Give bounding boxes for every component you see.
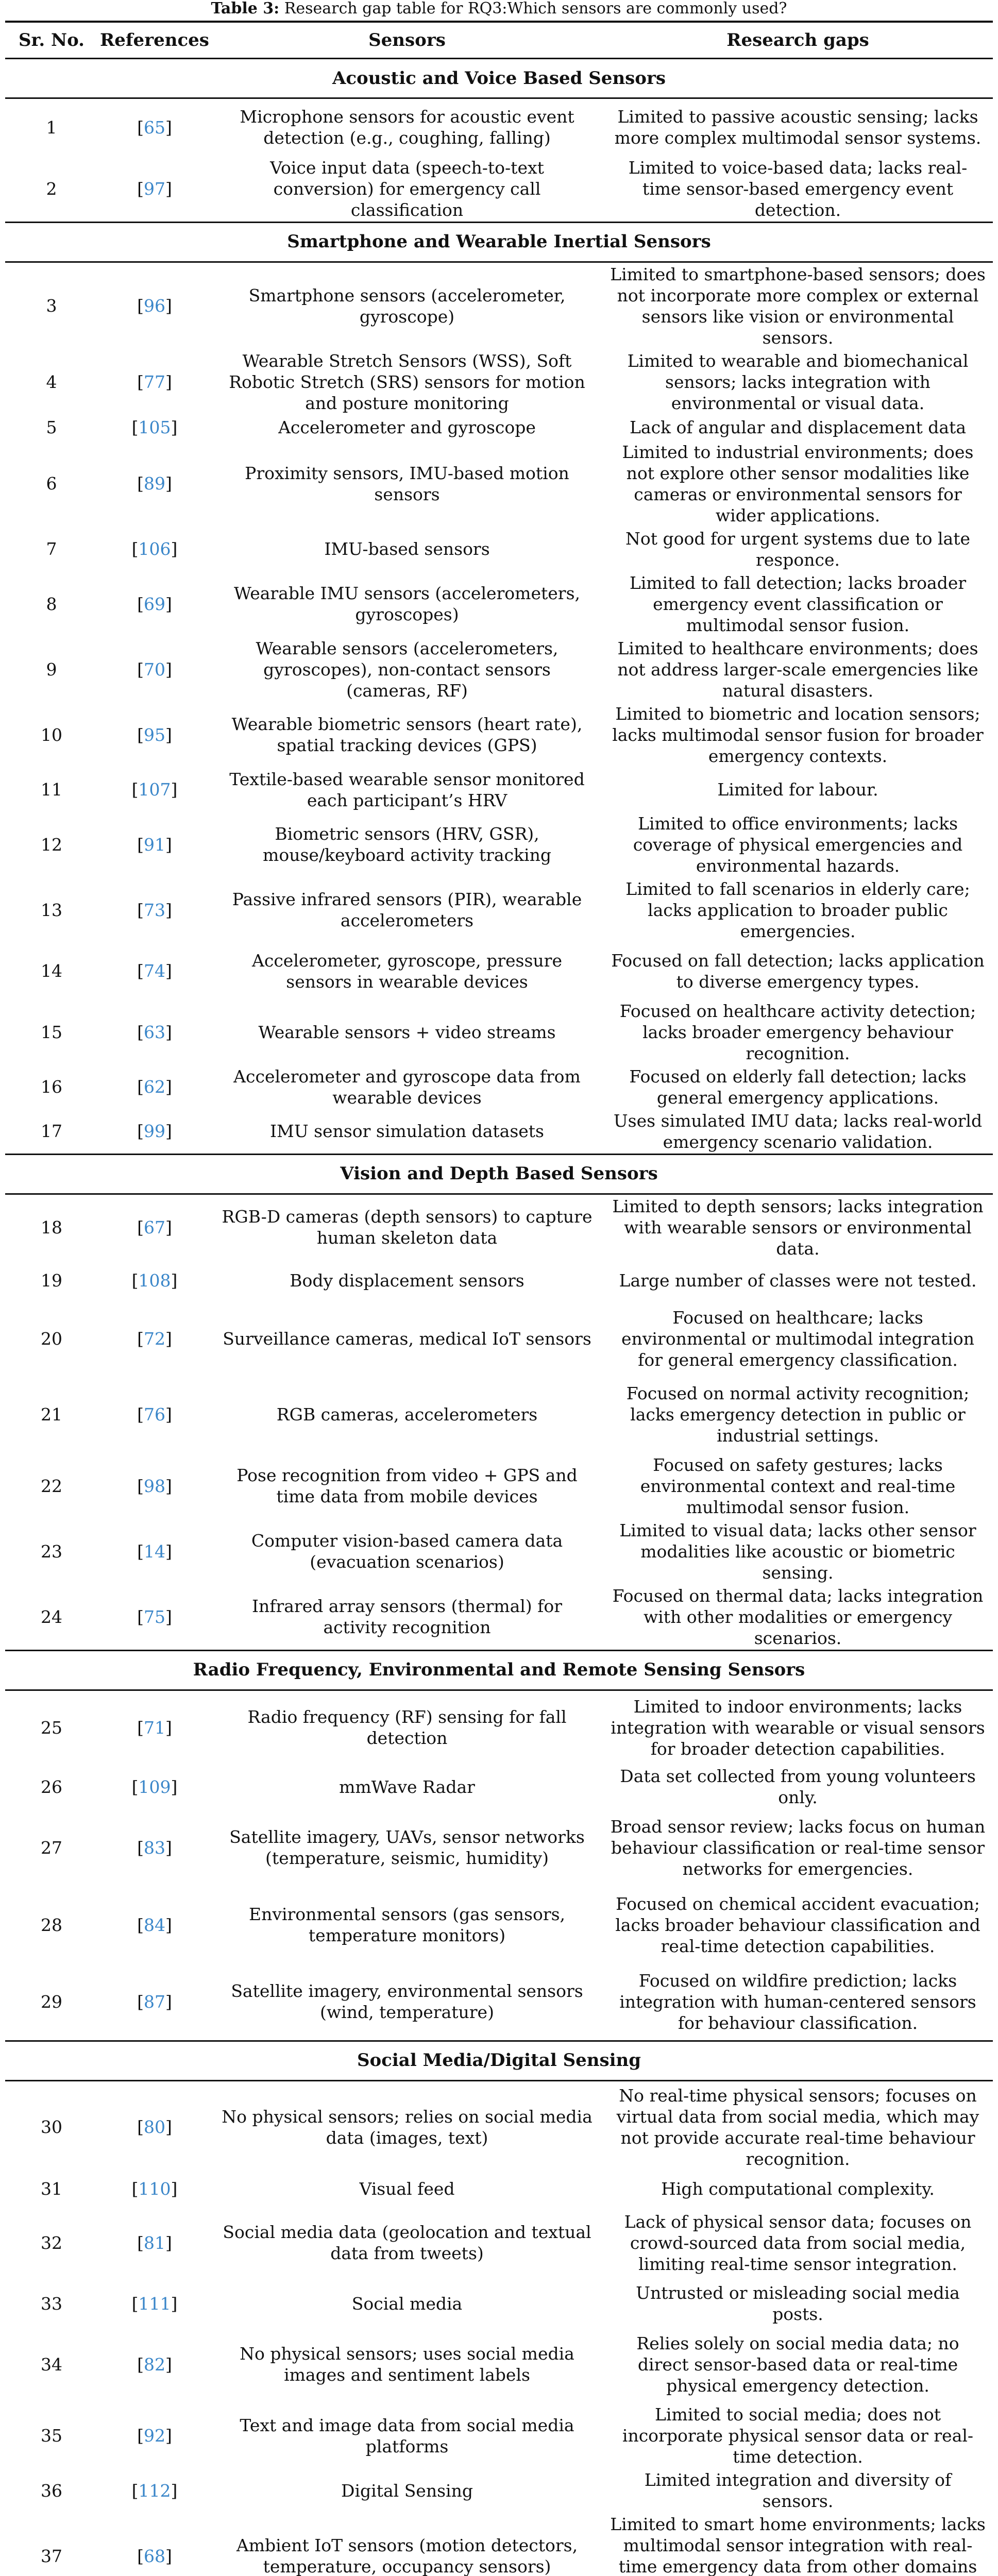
cell-research-gaps: Limited to voice-based data; lacks real-time sensor-based emergency event detection. [628, 157, 968, 220]
reference-link[interactable]: 77 [144, 371, 165, 392]
cell-sr-no: 37 [5, 2513, 98, 2576]
cell-sensors: Ambient IoT sensors (motion detectors, temperature, occupancy sensors) [211, 2513, 603, 2576]
cell-sensors: Voice input data (speech-to-text conversion) for emergency call classification [270, 157, 544, 220]
reference-link[interactable]: 68 [144, 2546, 165, 2566]
reference-link[interactable]: 70 [144, 659, 165, 680]
header-row [5, 22, 993, 59]
cell-research-gaps: Limited to biometric and location sensors; lacks multimodal sensor fusion for broader emergency contexts. [612, 703, 984, 766]
cell-sensors: No physical sensors; relies on social media data (images, text) [222, 2106, 593, 2148]
cell-sr-no: 2 [46, 178, 57, 199]
table-row [5, 415, 993, 440]
cell-research-gaps: Focused on normal activity recognition; lacks emergency detection in public or industrial settings. [626, 1383, 970, 1446]
cell-reference: [87] [137, 1991, 172, 2012]
table-row [5, 877, 993, 943]
section-header-row [5, 1154, 993, 1194]
table-row [5, 156, 993, 223]
cell-reference: [106] [131, 539, 178, 559]
section-header-row [5, 1650, 993, 1690]
cell-sr-no: 34 [41, 2354, 62, 2375]
cell-reference: [96] [137, 296, 172, 316]
cell-reference: [97] [137, 178, 172, 199]
cell-research-gaps: High computational complexity. [661, 2178, 935, 2199]
cell-reference: [67] [137, 1217, 172, 1238]
reference-link[interactable]: 109 [138, 1776, 171, 1797]
cell-reference: [109] [131, 1776, 178, 1797]
cell-research-gaps: Limited to passive acoustic sensing; lacks more complex multimodal sensor systems. [614, 107, 982, 148]
table-row [5, 702, 993, 768]
cell-sensors: Wearable sensors (accelerometers, gyroscopes), non-contact sensors (cameras, RF) [256, 638, 559, 701]
cell-research-gaps: Data set collected from young volunteers only. [620, 1766, 976, 1807]
reference-link[interactable]: 72 [144, 1328, 165, 1349]
cell-sensors: Biometric sensors (HRV, GSR), mouse/keyboard activity tracking [263, 824, 551, 865]
research-gap-table [5, 21, 993, 2576]
table-row [5, 2173, 993, 2204]
table-row [5, 2403, 993, 2468]
cell-reference: [70] [137, 659, 172, 680]
cell-sensors: No physical sensors; uses social media images and sentiment labels [240, 2344, 574, 2385]
cell-research-gaps: Large number of classes were not tested. [619, 1270, 977, 1291]
cell-sensors: Accelerometer and gyroscope [278, 417, 536, 437]
cell-sr-no: 22 [41, 1476, 62, 1496]
reference-link[interactable]: 83 [144, 1837, 165, 1858]
cell-sr-no: 3 [46, 296, 57, 316]
cell-reference: [69] [137, 594, 172, 614]
section-header-row [5, 59, 993, 98]
cell-sr-no: 30 [41, 2117, 62, 2138]
cell-sensors: Social media [351, 2293, 463, 2314]
table-row [5, 1065, 993, 1109]
table-caption [0, 0, 998, 20]
table-row [5, 2326, 993, 2403]
reference-link[interactable]: 65 [144, 117, 165, 138]
header-sensors: Sensors [211, 22, 603, 59]
cell-sensors: Wearable IMU sensors (accelerometers, gyroscopes) [233, 583, 580, 624]
cell-research-gaps: Uses simulated IMU data; lacks real-world emergency scenario validation. [613, 1110, 983, 1152]
table-row [5, 1519, 993, 1584]
cell-reference: [84] [137, 1914, 172, 1935]
cell-sensors: RGB cameras, accelerometers [276, 1404, 538, 1425]
table-row [5, 999, 993, 1065]
cell-sr-no: 17 [41, 1121, 62, 1141]
table-row [5, 1886, 993, 1963]
table-row [5, 440, 993, 527]
reference-link[interactable]: 99 [144, 1121, 165, 1141]
table-row [5, 1765, 993, 1809]
cell-reference: [98] [137, 1476, 172, 1496]
cell-research-gaps: Limited to social media; does not incorporate physical sensor data or real-time detection. [622, 2404, 974, 2467]
cell-reference: [71] [137, 1717, 172, 1738]
cell-sr-no: 12 [41, 834, 62, 855]
cell-research-gaps: Broad sensor review; lacks focus on human behaviour classification or real-time sensor networks for emergencies. [610, 1816, 986, 1879]
cell-research-gaps: Untrusted or misleading social media posts. [636, 2283, 960, 2324]
table-row [5, 2204, 993, 2281]
table-row [5, 262, 993, 349]
cell-sr-no: 24 [41, 1606, 62, 1627]
reference-link[interactable]: 96 [144, 296, 165, 316]
cell-sr-no: 28 [41, 1914, 62, 1935]
cell-sr-no: 19 [41, 1270, 62, 1291]
table-row [5, 637, 993, 702]
reference-link[interactable]: 97 [144, 178, 165, 199]
cell-sr-no: 33 [41, 2293, 62, 2314]
cell-reference: [62] [137, 1077, 172, 1097]
cell-reference: [89] [137, 473, 172, 494]
cell-reference: [108] [131, 1270, 178, 1291]
header-research-gaps: Research gaps [603, 22, 993, 59]
header-references: References [98, 22, 211, 59]
cell-reference: [82] [137, 2354, 172, 2375]
cell-research-gaps: Focused on chemical accident evacuation; lacks broader behaviour classification and real-time detection capabilities. [615, 1893, 980, 1956]
cell-sr-no: 8 [46, 594, 57, 614]
reference-link[interactable]: 73 [144, 900, 165, 920]
reference-link[interactable]: 82 [144, 2354, 165, 2375]
cell-sensors: Text and image data from social media platforms [240, 2415, 574, 2456]
cell-research-gaps: Lack of physical sensor data; focuses on crowd-sourced data from social media, limiting real-time sensor integration. [624, 2211, 972, 2274]
cell-sr-no: 31 [41, 2178, 62, 2199]
cell-sensors: Accelerometer and gyroscope data from wearable devices [233, 1066, 581, 1108]
table-row [5, 1260, 993, 1301]
table-row [5, 98, 993, 156]
cell-research-gaps: Limited to fall detection; lacks broader emergency event classification or multimodal sensor fusion. [629, 572, 967, 635]
cell-research-gaps: Limited to visual data; lacks other sensor modalities like acoustic or biometric sensing. [619, 1520, 976, 1583]
cell-sr-no: 15 [41, 1022, 62, 1042]
cell-research-gaps: Focused on fall detection; lacks application to diverse emergency types. [611, 950, 985, 992]
cell-sensors: Smartphone sensors (accelerometer, gyroscope) [248, 285, 566, 327]
table-row [5, 1963, 993, 2041]
cell-reference: [111] [131, 2293, 178, 2314]
section-title: Smartphone and Wearable Inertial Sensors [5, 222, 993, 262]
cell-sr-no: 5 [46, 417, 57, 437]
cell-sr-no: 6 [46, 473, 57, 494]
table-row [5, 527, 993, 571]
cell-reference: [74] [137, 961, 172, 981]
table-row [5, 1690, 993, 1765]
cell-sensors: Wearable Stretch Sensors (WSS), Soft Robotic Stretch (SRS) sensors for motion and posture monitoring [229, 350, 585, 413]
cell-sensors: Wearable biometric sensors (heart rate), spatial tracking devices (GPS) [231, 714, 583, 755]
reference-link[interactable]: 105 [138, 417, 171, 437]
cell-sr-no: 26 [41, 1776, 62, 1797]
cell-reference: [76] [137, 1404, 172, 1425]
cell-sensors: Infrared array sensors (thermal) for activity recognition [251, 1596, 563, 1637]
cell-sensors: RGB-D cameras (depth sensors) to capture human skeleton data [222, 1207, 593, 1248]
section-title: Vision and Depth Based Sensors [5, 1154, 993, 1194]
cell-sensors: Radio frequency (RF) sensing for fall detection [247, 1707, 567, 1749]
table-row [5, 1453, 993, 1519]
reference-link[interactable]: 87 [144, 1991, 165, 2012]
cell-research-gaps: Focused on thermal data; lacks integration with other modalities or emergency scenarios. [612, 1585, 984, 1648]
table-row [5, 1809, 993, 1886]
section-title: Social Media/Digital Sensing [5, 2041, 993, 2080]
cell-sr-no: 35 [41, 2426, 62, 2446]
cell-sensors: Accelerometer, gyroscope, pressure sensors in wearable devices [252, 950, 562, 992]
reference-link[interactable]: 106 [138, 539, 171, 559]
cell-reference: [63] [137, 1022, 172, 1042]
cell-sr-no: 14 [41, 961, 62, 981]
cell-sr-no: 32 [41, 2232, 62, 2253]
cell-sensors: mmWave Radar [339, 1776, 475, 1797]
table-row [5, 1301, 993, 1376]
cell-sensors: Pose recognition from video + GPS and time data from mobile devices [236, 1465, 578, 1506]
cell-sr-no: 18 [41, 1217, 62, 1238]
reference-link[interactable]: 84 [144, 1914, 165, 1935]
reference-link[interactable]: 62 [144, 1077, 165, 1097]
cell-sr-no: 29 [41, 1991, 62, 2012]
cell-research-gaps: Limited to indoor environments; lacks integration with wearable or visual sensors for broader detection capabilities. [611, 1696, 985, 1759]
reference-link[interactable]: 69 [144, 594, 165, 614]
table-row [5, 2281, 993, 2326]
table-row [5, 2513, 993, 2576]
cell-research-gaps: Limited integration and diversity of sensors. [644, 2470, 952, 2511]
cell-reference: [105] [131, 417, 178, 437]
cell-sensors: Social media data (geolocation and textual data from tweets) [223, 2222, 591, 2263]
cell-research-gaps: Limited to healthcare environments; does not address larger-scale emergencies like natural disasters. [617, 638, 978, 701]
cell-sr-no: 20 [41, 1328, 62, 1349]
cell-reference: [77] [137, 371, 172, 392]
cell-reference: [83] [137, 1837, 172, 1858]
reference-link[interactable]: 112 [138, 2480, 171, 2501]
reference-link[interactable]: 67 [144, 1217, 165, 1238]
cell-sensors: Satellite imagery, environmental sensors (wind, temperature) [231, 1981, 583, 2023]
cell-reference: [14] [137, 1541, 172, 1562]
cell-sr-no: 13 [41, 900, 62, 920]
reference-link[interactable]: 71 [144, 1717, 165, 1738]
cell-reference: [80] [137, 2117, 172, 2138]
cell-research-gaps: Limited for labour. [717, 779, 878, 800]
cell-sensors: Environmental sensors (gas sensors, temperature monitors) [248, 1904, 566, 1945]
cell-sensors: Visual feed [359, 2178, 455, 2199]
cell-sensors: Body displacement sensors [290, 1270, 525, 1291]
section-header-row [5, 2041, 993, 2080]
cell-research-gaps: Limited to smart home environments; lacks multimodal sensor integration with real-time emergency data from other domains [603, 2513, 993, 2576]
table-row [5, 349, 993, 415]
table-row [5, 812, 993, 877]
cell-sr-no: 1 [46, 117, 57, 138]
cell-research-gaps: Limited to office environments; lacks coverage of physical emergencies and environmental hazards. [633, 813, 963, 876]
section-title: Acoustic and Voice Based Sensors [5, 59, 993, 98]
table-row [5, 1376, 993, 1453]
table-row [5, 571, 993, 637]
cell-reference: [65] [137, 117, 172, 138]
cell-sensors: Passive infrared sensors (PIR), wearable accelerometers [232, 889, 582, 930]
cell-sr-no: 25 [41, 1717, 62, 1738]
cell-reference: [95] [137, 724, 172, 745]
cell-research-gaps: Limited to smartphone-based sensors; does not incorporate more complex or external sensors like vision or environmental sensors. [610, 264, 986, 348]
cell-research-gaps: No real-time physical sensors; focuses on virtual data from social media, which may not provide accurate real-time behaviour recognition. [616, 2085, 979, 2169]
reference-link[interactable]: 98 [144, 1476, 165, 1496]
cell-sensors: Wearable sensors + video streams [258, 1022, 556, 1042]
reference-link[interactable]: 76 [144, 1404, 165, 1425]
cell-sr-no: 7 [46, 539, 57, 559]
cell-sensors: Digital Sensing [341, 2480, 473, 2501]
cell-research-gaps: Relies solely on social media data; no direct sensor-based data or real-time physical emergency detection. [636, 2333, 959, 2396]
cell-sensors: Surveillance cameras, medical IoT sensors [223, 1328, 591, 1349]
reference-link[interactable]: 74 [144, 961, 165, 981]
cell-sr-no: 36 [41, 2480, 62, 2501]
cell-reference: [91] [137, 834, 172, 855]
cell-reference: [75] [137, 1606, 172, 1627]
cell-research-gaps: Focused on safety gestures; lacks environmental context and real-time multimodal sensor fusion. [640, 1454, 956, 1517]
cell-reference: [72] [137, 1328, 172, 1349]
cell-reference: [92] [137, 2426, 172, 2446]
cell-research-gaps: Lack of angular and displacement data [629, 417, 966, 437]
section-title: Radio Frequency, Environmental and Remote Sensing Sensors [5, 1650, 993, 1690]
cell-sr-no: 23 [41, 1541, 62, 1562]
cell-sensors: IMU-based sensors [324, 539, 490, 559]
cell-sr-no: 21 [41, 1404, 62, 1425]
reference-link[interactable]: 63 [144, 1022, 165, 1042]
cell-sr-no: 16 [41, 1077, 62, 1097]
reference-link[interactable]: 91 [144, 834, 165, 855]
reference-link[interactable]: 110 [138, 2178, 171, 2199]
reference-link[interactable]: 95 [144, 724, 165, 745]
cell-sensors: Satellite imagery, UAVs, sensor networks (temperature, seismic, humidity) [229, 1827, 585, 1868]
cell-reference: [107] [131, 779, 178, 800]
reference-link[interactable]: 75 [144, 1606, 165, 1627]
reference-link[interactable]: 80 [144, 2117, 165, 2138]
cell-research-gaps: Limited to depth sensors; lacks integration with wearable sensors or environmental data. [612, 1196, 984, 1259]
cell-sensors: Proximity sensors, IMU-based motion sensors [245, 463, 569, 504]
cell-reference: [73] [137, 900, 172, 920]
reference-link[interactable]: 81 [144, 2232, 165, 2253]
table-row [5, 2468, 993, 2513]
table-row [5, 768, 993, 812]
table-row [5, 2080, 993, 2173]
cell-reference: [110] [131, 2178, 178, 2199]
cell-research-gaps: Focused on elderly fall detection; lacks general emergency applications. [629, 1066, 967, 1108]
table-row [5, 1584, 993, 1651]
table-row [5, 1109, 993, 1155]
cell-research-gaps: Focused on healthcare activity detection; lacks broader emergency behaviour recognition. [619, 1001, 976, 1063]
cell-research-gaps: Not good for urgent systems due to late responce. [625, 528, 971, 570]
caption-text: Research gap table for RQ3:Which sensors are commonly used? [279, 0, 787, 18]
table-body [5, 59, 993, 2576]
cell-reference: [68] [98, 2513, 211, 2576]
reference-link[interactable]: 14 [144, 1541, 165, 1562]
reference-link[interactable]: 108 [138, 1270, 171, 1291]
cell-sr-no: 27 [41, 1837, 62, 1858]
cell-sr-no: 4 [46, 371, 57, 392]
cell-research-gaps: Focused on wildfire prediction; lacks integration with human-centered sensors for behaviour classification. [619, 1970, 976, 2033]
cell-sr-no: 11 [41, 779, 62, 800]
reference-link[interactable]: 92 [144, 2426, 165, 2446]
cell-sr-no: 9 [46, 659, 57, 680]
reference-link[interactable]: 89 [144, 473, 165, 494]
cell-sensors: Textile-based wearable sensor monitored each participant’s HRV [229, 769, 585, 810]
cell-sr-no: 10 [41, 724, 62, 745]
cell-research-gaps: Limited to wearable and biomechanical sensors; lacks integration with environmental or visual data. [627, 350, 969, 413]
cell-research-gaps: Limited to industrial environments; does not explore other sensor modalities like cameras or environmental sensors for wider applications. [622, 442, 974, 526]
caption-label: Table 3: [211, 0, 280, 18]
table-row [5, 943, 993, 999]
reference-link[interactable]: 107 [138, 779, 171, 800]
header-sr-no: Sr. No. [5, 22, 98, 59]
table-row [5, 1194, 993, 1260]
cell-research-gaps: Focused on healthcare; lacks environmental or multimodal integration for general emergency classification. [621, 1307, 975, 1370]
cell-sensors: Microphone sensors for acoustic event detection (e.g., coughing, falling) [240, 107, 574, 148]
cell-sensors: Computer vision-based camera data (evacuation scenarios) [251, 1531, 563, 1572]
cell-reference: [112] [131, 2480, 178, 2501]
cell-reference: [81] [137, 2232, 172, 2253]
cell-reference: [99] [137, 1121, 172, 1141]
section-header-row [5, 222, 993, 262]
reference-link[interactable]: 111 [138, 2293, 171, 2314]
cell-sensors: IMU sensor simulation datasets [270, 1121, 544, 1141]
cell-research-gaps: Limited to fall scenarios in elderly care; lacks application to broader public emergencies. [625, 878, 970, 941]
